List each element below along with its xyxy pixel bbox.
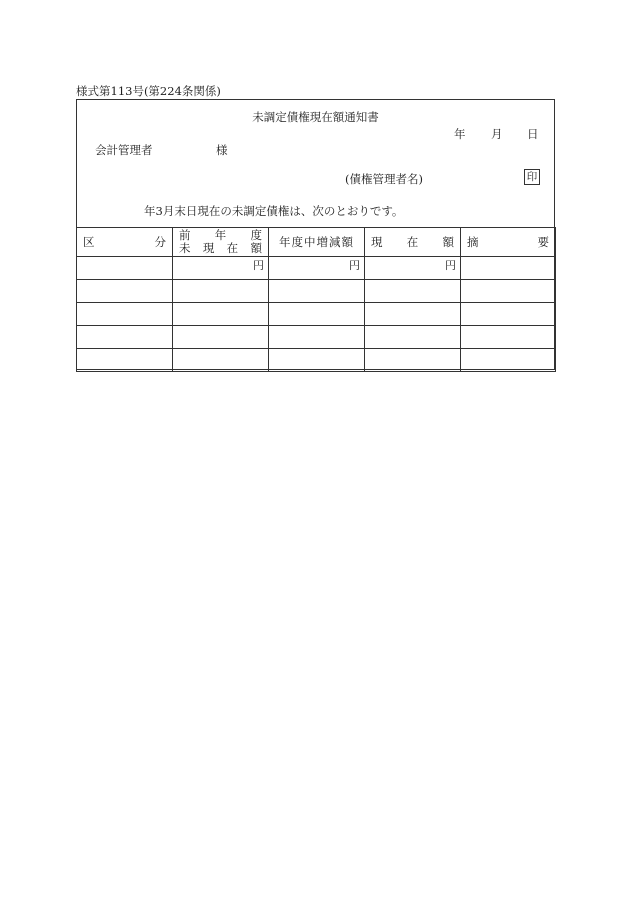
header-change-amount: 年度中増減額 — [269, 228, 365, 257]
claims-table — [76, 227, 556, 372]
table-cell[interactable] — [365, 303, 461, 326]
table-cell[interactable] — [77, 280, 173, 303]
table-cell[interactable] — [269, 280, 365, 303]
honorific-label: 様 — [216, 143, 228, 157]
table-cell[interactable] — [365, 326, 461, 349]
table-cell[interactable] — [77, 326, 173, 349]
issuer-name-label: (債権管理者名) — [345, 172, 423, 186]
header-remarks: 摘 要 — [461, 228, 556, 257]
table-cell-unit-yen[interactable]: 円 — [173, 257, 269, 280]
recipient-label: 会計管理者 — [95, 143, 153, 157]
table-cell[interactable] — [461, 257, 556, 280]
table-cell[interactable] — [269, 326, 365, 349]
date-year-label: 年 — [454, 127, 466, 141]
table-cell[interactable] — [461, 326, 556, 349]
table-cell-unit-yen[interactable]: 円 — [365, 257, 461, 280]
header-prev-year-amount: 前 年 度 未 現 在 額 — [173, 228, 269, 257]
form-number-label: 様式第113号(第224条関係) — [76, 84, 221, 98]
table-row — [77, 349, 556, 372]
table-row — [77, 280, 556, 303]
document-title: 未調定債権現在額通知書 — [252, 110, 379, 124]
table-cell[interactable] — [77, 257, 173, 280]
date-day-label: 日 — [527, 127, 539, 141]
table-unit-row — [77, 257, 556, 280]
table-cell[interactable] — [173, 280, 269, 303]
table-cell[interactable] — [269, 349, 365, 372]
table-row — [77, 303, 556, 326]
table-cell[interactable] — [365, 349, 461, 372]
table-cell[interactable] — [365, 280, 461, 303]
table-cell[interactable] — [77, 349, 173, 372]
table-row — [77, 326, 556, 349]
table-cell[interactable] — [461, 349, 556, 372]
table-cell-unit-yen[interactable]: 円 — [269, 257, 365, 280]
table-cell[interactable] — [173, 349, 269, 372]
seal-mark: 印 — [524, 169, 540, 185]
table-cell[interactable] — [173, 326, 269, 349]
header-current-amount: 現 在 額 — [365, 228, 461, 257]
notice-form — [76, 99, 555, 370]
table-cell[interactable] — [461, 303, 556, 326]
table-header-row — [77, 228, 556, 257]
table-cell[interactable] — [269, 303, 365, 326]
table-cell[interactable] — [77, 303, 173, 326]
header-category: 区 分 — [77, 228, 173, 257]
date-month-label: 月 — [491, 127, 503, 141]
table-cell[interactable] — [461, 280, 556, 303]
table-cell[interactable] — [173, 303, 269, 326]
notice-body-text: 年3月末日現在の未調定債権は、次のとおりです。 — [144, 204, 404, 218]
